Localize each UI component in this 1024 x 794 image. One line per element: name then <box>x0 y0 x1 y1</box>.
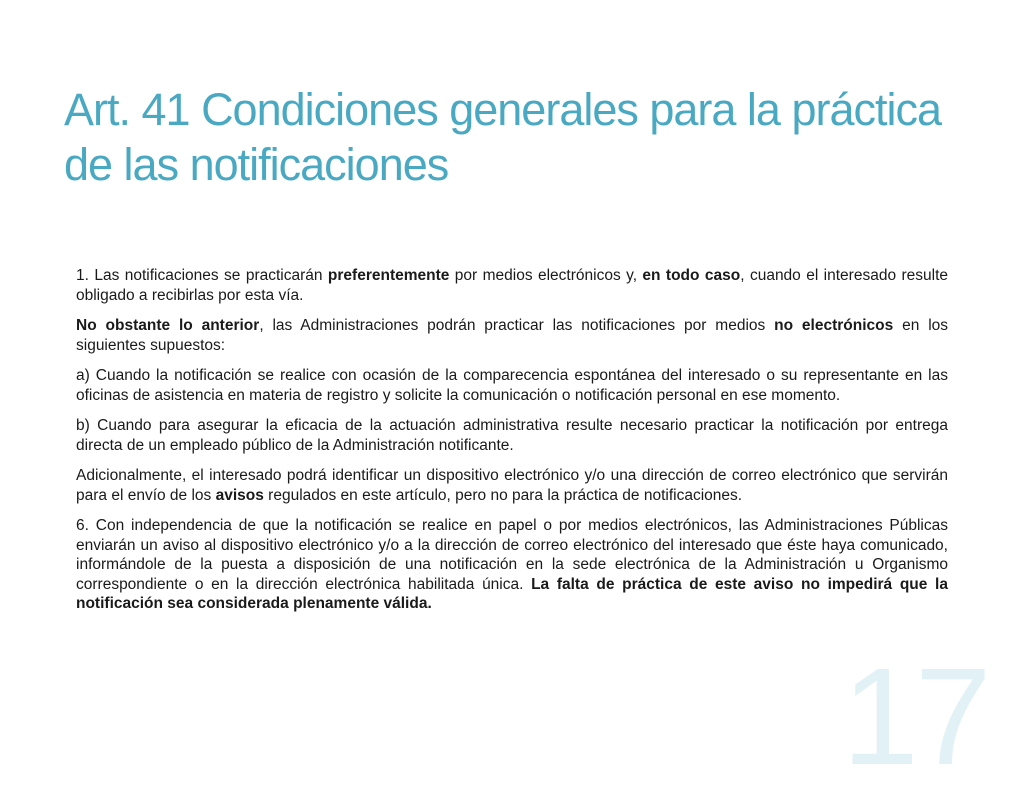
bold-text: en todo caso <box>642 267 741 284</box>
paragraph-text: regulados en este artículo, pero no para la práctica de notificaciones. <box>263 486 743 504</box>
paragraph-text: 1. Las notificaciones se practicarán <box>76 267 328 284</box>
paragraph-3: a) Cuando la notificación se realice con ocasión de la comparecencia espontánea del interesado o su representante en las oficinas de asistencia en materia de registro y solicite la comunicación o notificación personal en ese momento. <box>76 367 948 404</box>
paragraph-text: , las Administraciones podrán practicar las notificaciones por medios <box>259 317 775 334</box>
paragraph-2 <box>76 316 948 355</box>
bold-text: no electrónicos <box>774 317 894 334</box>
bold-text: avisos <box>215 486 264 504</box>
slide-body <box>76 266 948 625</box>
bold-text: La falta de práctica de este aviso no impedirá que la notificación sea considerada plenamente válida. <box>76 575 948 612</box>
paragraph-1 <box>76 266 948 305</box>
bold-text: preferentemente <box>327 267 450 284</box>
paragraph-5 <box>76 466 948 505</box>
paragraph-4: b) Cuando para asegurar la eficacia de la actuación administrativa resulte necesario practicar la notificación por entrega directa de un empleado público de la Administración notificante. <box>76 417 948 454</box>
bold-text: No obstante lo anterior <box>76 317 260 334</box>
paragraph-text: por medios electrónicos y, <box>449 267 643 284</box>
paragraph-text: , cuando el interesado resulte obligado a recibirlas por esta vía. <box>76 267 948 304</box>
paragraph-text: 6. Con independencia de que la notificación se realice en papel o por medios electrónicos, las Administraciones Públicas enviarán un aviso al dispositivo electrónico y/o a la dirección de correo electrónico del interesado que éste haya comunicado, informándole de la puesta a disposición de una notificación en la sede electrónica de la Administración u Organismo correspondiente o en la dirección electrónica habilitada única. <box>76 517 948 593</box>
slide-number: 17 <box>842 640 988 794</box>
paragraph-text: en los siguientes supuestos: <box>76 317 949 354</box>
paragraph-6 <box>76 516 948 614</box>
slide-title: Art. 41 Condiciones generales para la práctica de las notificaciones <box>64 84 942 190</box>
paragraph-text: Adicionalmente, el interesado podrá identificar un dispositivo electrónico y/o una dirección de correo electrónico que servirán para el envío de los <box>76 467 948 504</box>
